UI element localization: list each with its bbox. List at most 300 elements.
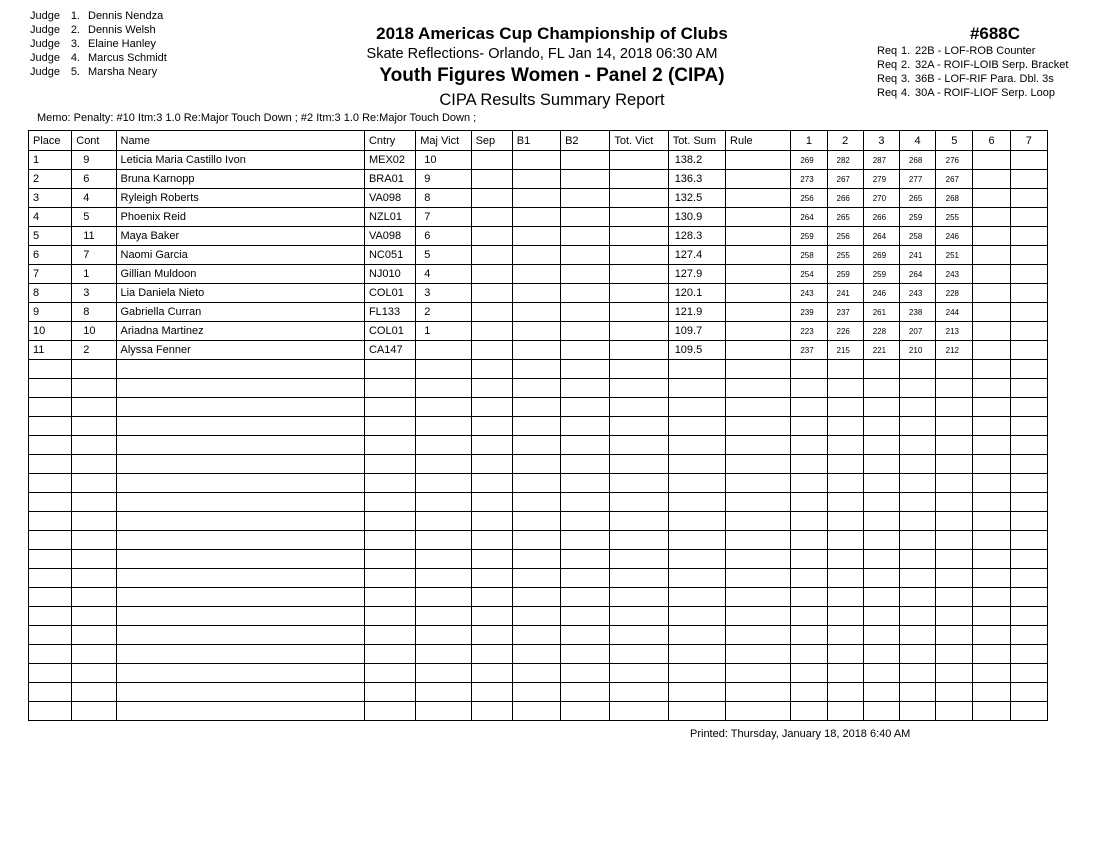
table-cell [668,607,725,626]
table-cell [471,379,512,398]
table-cell: 251 [936,246,973,265]
table-row [29,322,1048,341]
table-cell [512,303,560,322]
table-cell [900,398,936,417]
table-cell [936,493,973,512]
table-cell [1010,474,1047,493]
table-cell [936,512,973,531]
empty-table-row [29,417,1048,436]
table-cell [364,550,415,569]
table-cell [936,664,973,683]
table-cell [827,664,863,683]
empty-table-row [29,531,1048,550]
table-cell: 8 [29,284,72,303]
table-cell [827,417,863,436]
table-cell: 256 [827,227,863,246]
column-header: 5 [936,131,973,151]
table-cell [416,493,471,512]
table-cell [561,379,610,398]
table-cell [29,607,72,626]
table-cell [973,379,1010,398]
empty-table-row [29,474,1048,493]
empty-table-row [29,360,1048,379]
table-row [29,208,1048,227]
table-cell [827,474,863,493]
table-cell: 237 [791,341,827,360]
table-cell [726,265,791,284]
table-cell [726,626,791,645]
table-cell: 4 [29,208,72,227]
table-cell [1010,683,1047,702]
req-number: 1. [901,45,911,57]
table-cell [561,208,610,227]
table-cell [900,512,936,531]
column-header: Tot. Vict [610,131,668,151]
table-cell [416,569,471,588]
table-cell [668,531,725,550]
table-cell [29,493,72,512]
table-cell [561,607,610,626]
table-cell [610,398,668,417]
table-cell: 4 [72,189,116,208]
table-cell: 279 [863,170,899,189]
table-cell: MEX02 [364,151,415,170]
table-cell [791,360,827,379]
table-cell: 287 [863,151,899,170]
table-cell: 9 [416,170,471,189]
table-cell: 1 [416,322,471,341]
table-cell: 269 [791,151,827,170]
table-cell [116,531,364,550]
table-cell: NC051 [364,246,415,265]
table-cell [72,664,116,683]
table-cell [471,512,512,531]
table-cell [668,683,725,702]
table-cell [668,588,725,607]
table-cell [726,512,791,531]
table-cell [116,455,364,474]
table-cell [936,683,973,702]
table-cell [561,512,610,531]
table-cell: 7 [72,246,116,265]
table-cell: 213 [936,322,973,341]
req-label: Req [877,73,898,85]
table-cell: 2 [29,170,72,189]
table-row [29,246,1048,265]
table-cell [827,683,863,702]
table-cell [863,493,899,512]
judge-entry [30,9,167,23]
judges-list [30,9,167,79]
table-cell [1010,550,1047,569]
table-cell [416,417,471,436]
table-cell: 3 [29,189,72,208]
table-cell: 268 [936,189,973,208]
table-cell [827,398,863,417]
table-cell [29,417,72,436]
table-cell [416,550,471,569]
table-cell: Leticia Maria Castillo Ivon [116,151,364,170]
table-row [29,341,1048,360]
table-cell: 215 [827,341,863,360]
table-cell [72,474,116,493]
table-cell [116,588,364,607]
table-cell: 258 [900,227,936,246]
table-cell [668,550,725,569]
table-cell [936,645,973,664]
table-cell: 2 [72,341,116,360]
table-cell [29,664,72,683]
table-cell [726,436,791,455]
table-cell [512,417,560,436]
table-cell [1010,151,1047,170]
table-cell: FL133 [364,303,415,322]
table-cell [471,531,512,550]
table-cell: NZL01 [364,208,415,227]
table-cell: Alyssa Fenner [116,341,364,360]
table-cell [900,569,936,588]
table-cell [561,303,610,322]
table-cell [471,227,512,246]
table-cell [610,227,668,246]
table-cell [973,512,1010,531]
table-cell [610,436,668,455]
table-cell [863,474,899,493]
table-cell [900,683,936,702]
table-cell [936,531,973,550]
table-cell: 243 [900,284,936,303]
table-cell [610,189,668,208]
table-cell: 5 [29,227,72,246]
table-cell [72,398,116,417]
table-cell [973,645,1010,664]
table-cell [561,265,610,284]
table-row [29,303,1048,322]
column-header: Tot. Sum [668,131,725,151]
table-cell [668,569,725,588]
table-cell [364,512,415,531]
table-cell: 265 [900,189,936,208]
table-cell [72,493,116,512]
table-cell: 210 [900,341,936,360]
table-cell [827,607,863,626]
table-cell [1010,360,1047,379]
req-label: Req [877,45,898,57]
table-cell [973,588,1010,607]
empty-table-row [29,569,1048,588]
table-cell [116,607,364,626]
table-cell [791,683,827,702]
table-cell [827,512,863,531]
table-cell [116,550,364,569]
table-cell [827,360,863,379]
table-cell [512,455,560,474]
table-cell [116,417,364,436]
table-cell [827,493,863,512]
table-cell [973,189,1010,208]
column-header: Name [116,131,364,151]
table-cell [1010,417,1047,436]
table-cell [610,208,668,227]
table-cell [29,436,72,455]
table-cell [936,360,973,379]
table-cell [72,626,116,645]
table-cell [973,341,1010,360]
table-cell [512,398,560,417]
table-cell [973,284,1010,303]
table-cell [791,550,827,569]
table-cell [29,398,72,417]
table-cell: 243 [936,265,973,284]
table-cell [471,474,512,493]
table-cell: 241 [827,284,863,303]
table-cell [416,664,471,683]
table-cell [416,588,471,607]
table-cell [364,493,415,512]
table-cell [973,474,1010,493]
table-cell [512,284,560,303]
table-cell [610,455,668,474]
table-cell: 9 [29,303,72,322]
table-cell [1010,645,1047,664]
table-cell [561,474,610,493]
table-row [29,284,1048,303]
judge-entry [30,37,167,51]
table-cell [416,379,471,398]
table-cell [512,322,560,341]
table-cell [863,588,899,607]
table-cell: 132.5 [668,189,725,208]
table-cell [973,398,1010,417]
table-cell: 254 [791,265,827,284]
table-cell [512,474,560,493]
table-cell [72,379,116,398]
table-cell [471,550,512,569]
table-cell [561,246,610,265]
table-cell: 4 [416,265,471,284]
table-cell [791,588,827,607]
table-cell: Ariadna Martinez [116,322,364,341]
table-cell [668,474,725,493]
table-cell [116,569,364,588]
table-cell [610,607,668,626]
table-cell [827,702,863,721]
table-cell [791,702,827,721]
table-cell: 207 [900,322,936,341]
table-cell [561,455,610,474]
table-cell [863,626,899,645]
table-cell [973,531,1010,550]
table-cell [668,702,725,721]
table-cell: 273 [791,170,827,189]
table-cell [973,550,1010,569]
table-cell: 128.3 [668,227,725,246]
table-cell [471,569,512,588]
table-cell: 282 [827,151,863,170]
table-cell [900,588,936,607]
table-cell [726,322,791,341]
table-cell [512,626,560,645]
table-cell [668,379,725,398]
table-cell [973,702,1010,721]
table-cell [726,531,791,550]
table-cell [791,436,827,455]
table-cell [973,626,1010,645]
column-header: 7 [1010,131,1047,151]
column-header: Place [29,131,72,151]
column-header: Sep [471,131,512,151]
table-cell [610,360,668,379]
table-cell [726,208,791,227]
table-cell [512,607,560,626]
table-cell [1010,227,1047,246]
table-cell: 5 [416,246,471,265]
table-cell [791,417,827,436]
table-cell [936,588,973,607]
table-cell: 243 [791,284,827,303]
table-cell [936,474,973,493]
table-cell: 238 [900,303,936,322]
table-cell [973,303,1010,322]
table-cell [72,588,116,607]
table-cell [364,607,415,626]
table-cell: 269 [863,246,899,265]
table-cell [900,702,936,721]
table-cell [561,645,610,664]
table-cell [973,436,1010,455]
req-text: 30A - ROIF-LIOF Serp. Loop [915,87,1056,99]
table-cell [561,702,610,721]
table-cell [1010,341,1047,360]
table-cell [512,170,560,189]
table-cell: 212 [936,341,973,360]
table-cell: 221 [863,341,899,360]
requirement-entry [877,86,1068,100]
table-cell [791,512,827,531]
table-cell [863,379,899,398]
judge-label: Judge [30,10,60,22]
table-cell: 11 [29,341,72,360]
table-cell [791,607,827,626]
table-cell [29,474,72,493]
table-cell: 268 [900,151,936,170]
column-header: Cont [72,131,116,151]
table-cell [561,683,610,702]
table-cell: COL01 [364,284,415,303]
table-cell [116,436,364,455]
table-cell [364,417,415,436]
table-cell [364,360,415,379]
table-cell [1010,284,1047,303]
table-cell [116,398,364,417]
table-cell [72,702,116,721]
table-cell [610,303,668,322]
table-cell [416,607,471,626]
table-cell [512,189,560,208]
table-cell: 120.1 [668,284,725,303]
table-cell [364,569,415,588]
table-cell [726,664,791,683]
table-cell: 7 [29,265,72,284]
table-cell [1010,607,1047,626]
table-cell [668,664,725,683]
table-cell: Naomi Garcia [116,246,364,265]
empty-table-row [29,455,1048,474]
table-cell [1010,379,1047,398]
empty-table-row [29,588,1048,607]
table-cell [973,664,1010,683]
table-cell: 7 [416,208,471,227]
table-cell [827,455,863,474]
table-cell: 127.9 [668,265,725,284]
table-cell [1010,531,1047,550]
table-cell [471,303,512,322]
table-cell [29,550,72,569]
table-cell [512,246,560,265]
table-cell: 244 [936,303,973,322]
table-cell [1010,265,1047,284]
table-cell [561,189,610,208]
empty-table-row [29,550,1048,569]
table-cell [29,588,72,607]
judge-entry [30,65,167,79]
table-cell [973,455,1010,474]
table-cell [726,683,791,702]
table-cell [610,341,668,360]
table-cell: 255 [827,246,863,265]
table-cell [561,626,610,645]
table-cell [29,569,72,588]
table-cell: 267 [936,170,973,189]
column-header: 6 [973,131,1010,151]
judge-label: Judge [30,66,60,78]
table-cell [936,550,973,569]
table-cell [973,493,1010,512]
judge-name: Dennis Nendza [88,10,164,22]
table-cell [827,588,863,607]
req-text: 22B - LOF-ROB Counter [915,45,1036,57]
empty-table-row [29,645,1048,664]
empty-table-row [29,683,1048,702]
table-cell [29,360,72,379]
table-cell [936,379,973,398]
table-cell [72,417,116,436]
empty-table-row [29,626,1048,645]
table-cell [973,151,1010,170]
table-cell [726,170,791,189]
table-cell [726,455,791,474]
table-cell [116,379,364,398]
memo-text: Memo: Penalty: #10 Itm:3 1.0 Re:Major Touch Down ; #2 Itm:3 1.0 Re:Major Touch Down ; [37,112,477,124]
table-cell [726,493,791,512]
table-cell [364,455,415,474]
table-cell [561,227,610,246]
table-cell: 6 [416,227,471,246]
table-cell [726,284,791,303]
table-cell: Gabriella Curran [116,303,364,322]
table-cell [973,683,1010,702]
table-cell: 259 [863,265,899,284]
req-label: Req [877,87,898,99]
table-cell [610,170,668,189]
table-cell [1010,398,1047,417]
table-cell [416,341,471,360]
table-cell: 258 [791,246,827,265]
table-cell: 1 [72,265,116,284]
table-cell [471,645,512,664]
column-header: Cntry [364,131,415,151]
table-cell [561,341,610,360]
